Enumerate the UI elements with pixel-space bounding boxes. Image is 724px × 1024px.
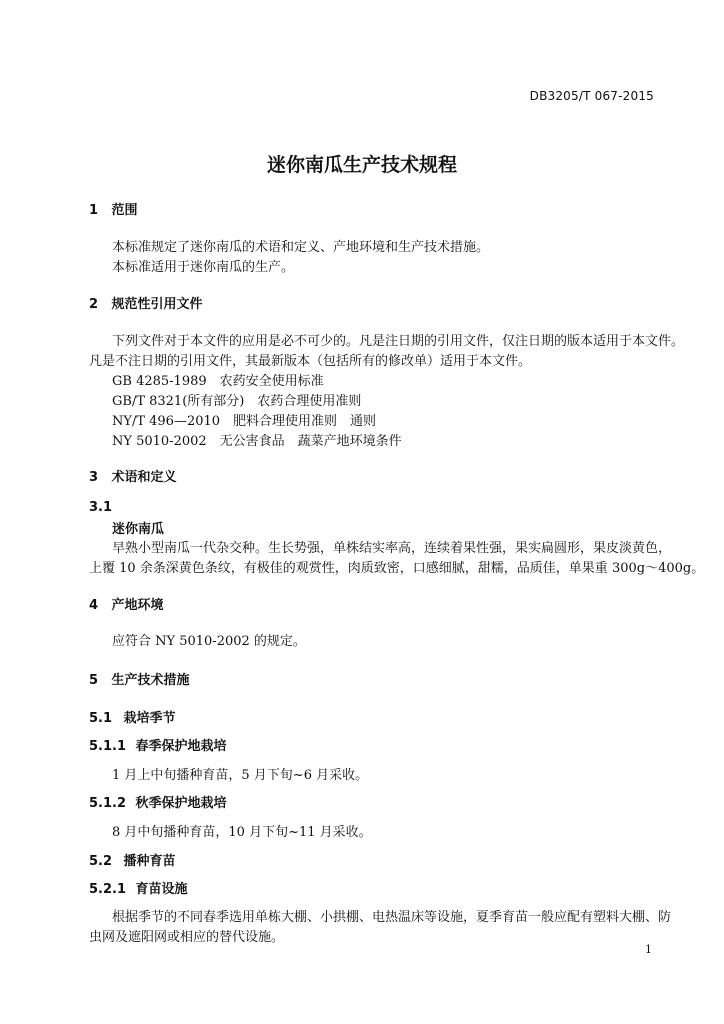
- section-number: 4: [89, 598, 99, 613]
- section-1-heading: [89, 199, 138, 218]
- section-title: 术语和定义: [111, 470, 177, 485]
- nursery-facilities-line-1: 根据季节的不同春季选用单栋大棚、小拱棚、电热温床等设施，夏季育苗一般应配有塑料大棚、防: [112, 910, 672, 925]
- subsection-5-1-1-heading: [89, 735, 227, 754]
- nursery-facilities-line-2: 虫网及遮阳网或相应的替代设施。: [89, 930, 285, 945]
- reference-item: NY/T 496—2010 肥料合理使用准则 通则: [112, 414, 377, 429]
- autumn-cultivation-text: 8 月中旬播种育苗，10 月下旬~11 月采收。: [112, 825, 372, 840]
- references-paragraph-line-1: 下列文件对于本文件的应用是必不可少的。凡是注日期的引用文件，仅注日期的版本适用于本文件。: [112, 334, 685, 349]
- section-title: 播种育苗: [123, 854, 176, 869]
- section-5-heading: [89, 669, 190, 688]
- page-number: 1: [645, 943, 652, 956]
- section-number: 5.2.1: [89, 882, 127, 897]
- environment-paragraph: 应符合 NY 5010-2002 的规定。: [112, 634, 306, 649]
- section-title: 范围: [111, 203, 138, 218]
- term-name: 迷你南瓜: [112, 522, 165, 537]
- section-4-heading: [89, 594, 164, 613]
- section-number: 1: [89, 203, 99, 218]
- term-definition-line-2: 上覆 10 余条深黄色条纹，有极佳的观赏性，肉质致密，口感细腻，甜糯，品质佳，单果重 300g～400g。: [89, 561, 705, 576]
- section-3-heading: [89, 466, 177, 485]
- section-title: 春季保护地栽培: [135, 739, 227, 754]
- section-number: 2: [89, 297, 99, 312]
- section-title: 育苗设施: [135, 882, 188, 897]
- subsection-5-1-2-heading: [89, 792, 227, 811]
- subsection-5-1-heading: [89, 707, 176, 726]
- document-number: DB3205/T 067-2015: [529, 89, 654, 103]
- section-title: 产地环境: [111, 598, 164, 613]
- reference-item: NY 5010-2002 无公害食品 蔬菜产地环境条件: [112, 434, 402, 449]
- section-number: 5.2: [89, 854, 113, 869]
- section-title: 秋季保护地栽培: [135, 796, 227, 811]
- section-2-heading: [89, 293, 203, 312]
- term-definition-line-1: 早熟小型南瓜一代杂交种。生长势强，单株结实率高，连续着果性强，果实扁圆形，果皮淡黄色，: [112, 541, 672, 556]
- spring-cultivation-text: 1 月上中旬播种育苗，5 月下旬~6 月采收。: [112, 768, 369, 783]
- subsection-5-2-heading: [89, 850, 176, 869]
- scope-paragraph-2: 本标准适用于迷你南瓜的生产。: [112, 260, 295, 275]
- reference-item: GB/T 8321(所有部分) 农药合理使用准则: [112, 394, 362, 409]
- section-title: 栽培季节: [123, 711, 176, 726]
- section-title: 生产技术措施: [111, 673, 190, 688]
- section-number: 5.1: [89, 711, 113, 726]
- section-number: 5.1.2: [89, 796, 127, 811]
- section-number: 5: [89, 673, 99, 688]
- section-number: 3: [89, 470, 99, 485]
- subsection-5-2-1-heading: [89, 878, 188, 897]
- scope-paragraph-1: 本标准规定了迷你南瓜的术语和定义、产地环境和生产技术措施。: [112, 240, 490, 255]
- references-paragraph-line-2: 凡是不注日期的引用文件，其最新版本（包括所有的修改单）适用于本文件。: [89, 354, 532, 369]
- section-number: 5.1.1: [89, 739, 127, 754]
- document-title: 迷你南瓜生产技术规程: [266, 154, 457, 176]
- subsection-3-1-number: 3.1: [89, 500, 113, 515]
- reference-item: GB 4285-1989 农药安全使用标准: [112, 374, 324, 389]
- section-title: 规范性引用文件: [111, 297, 203, 312]
